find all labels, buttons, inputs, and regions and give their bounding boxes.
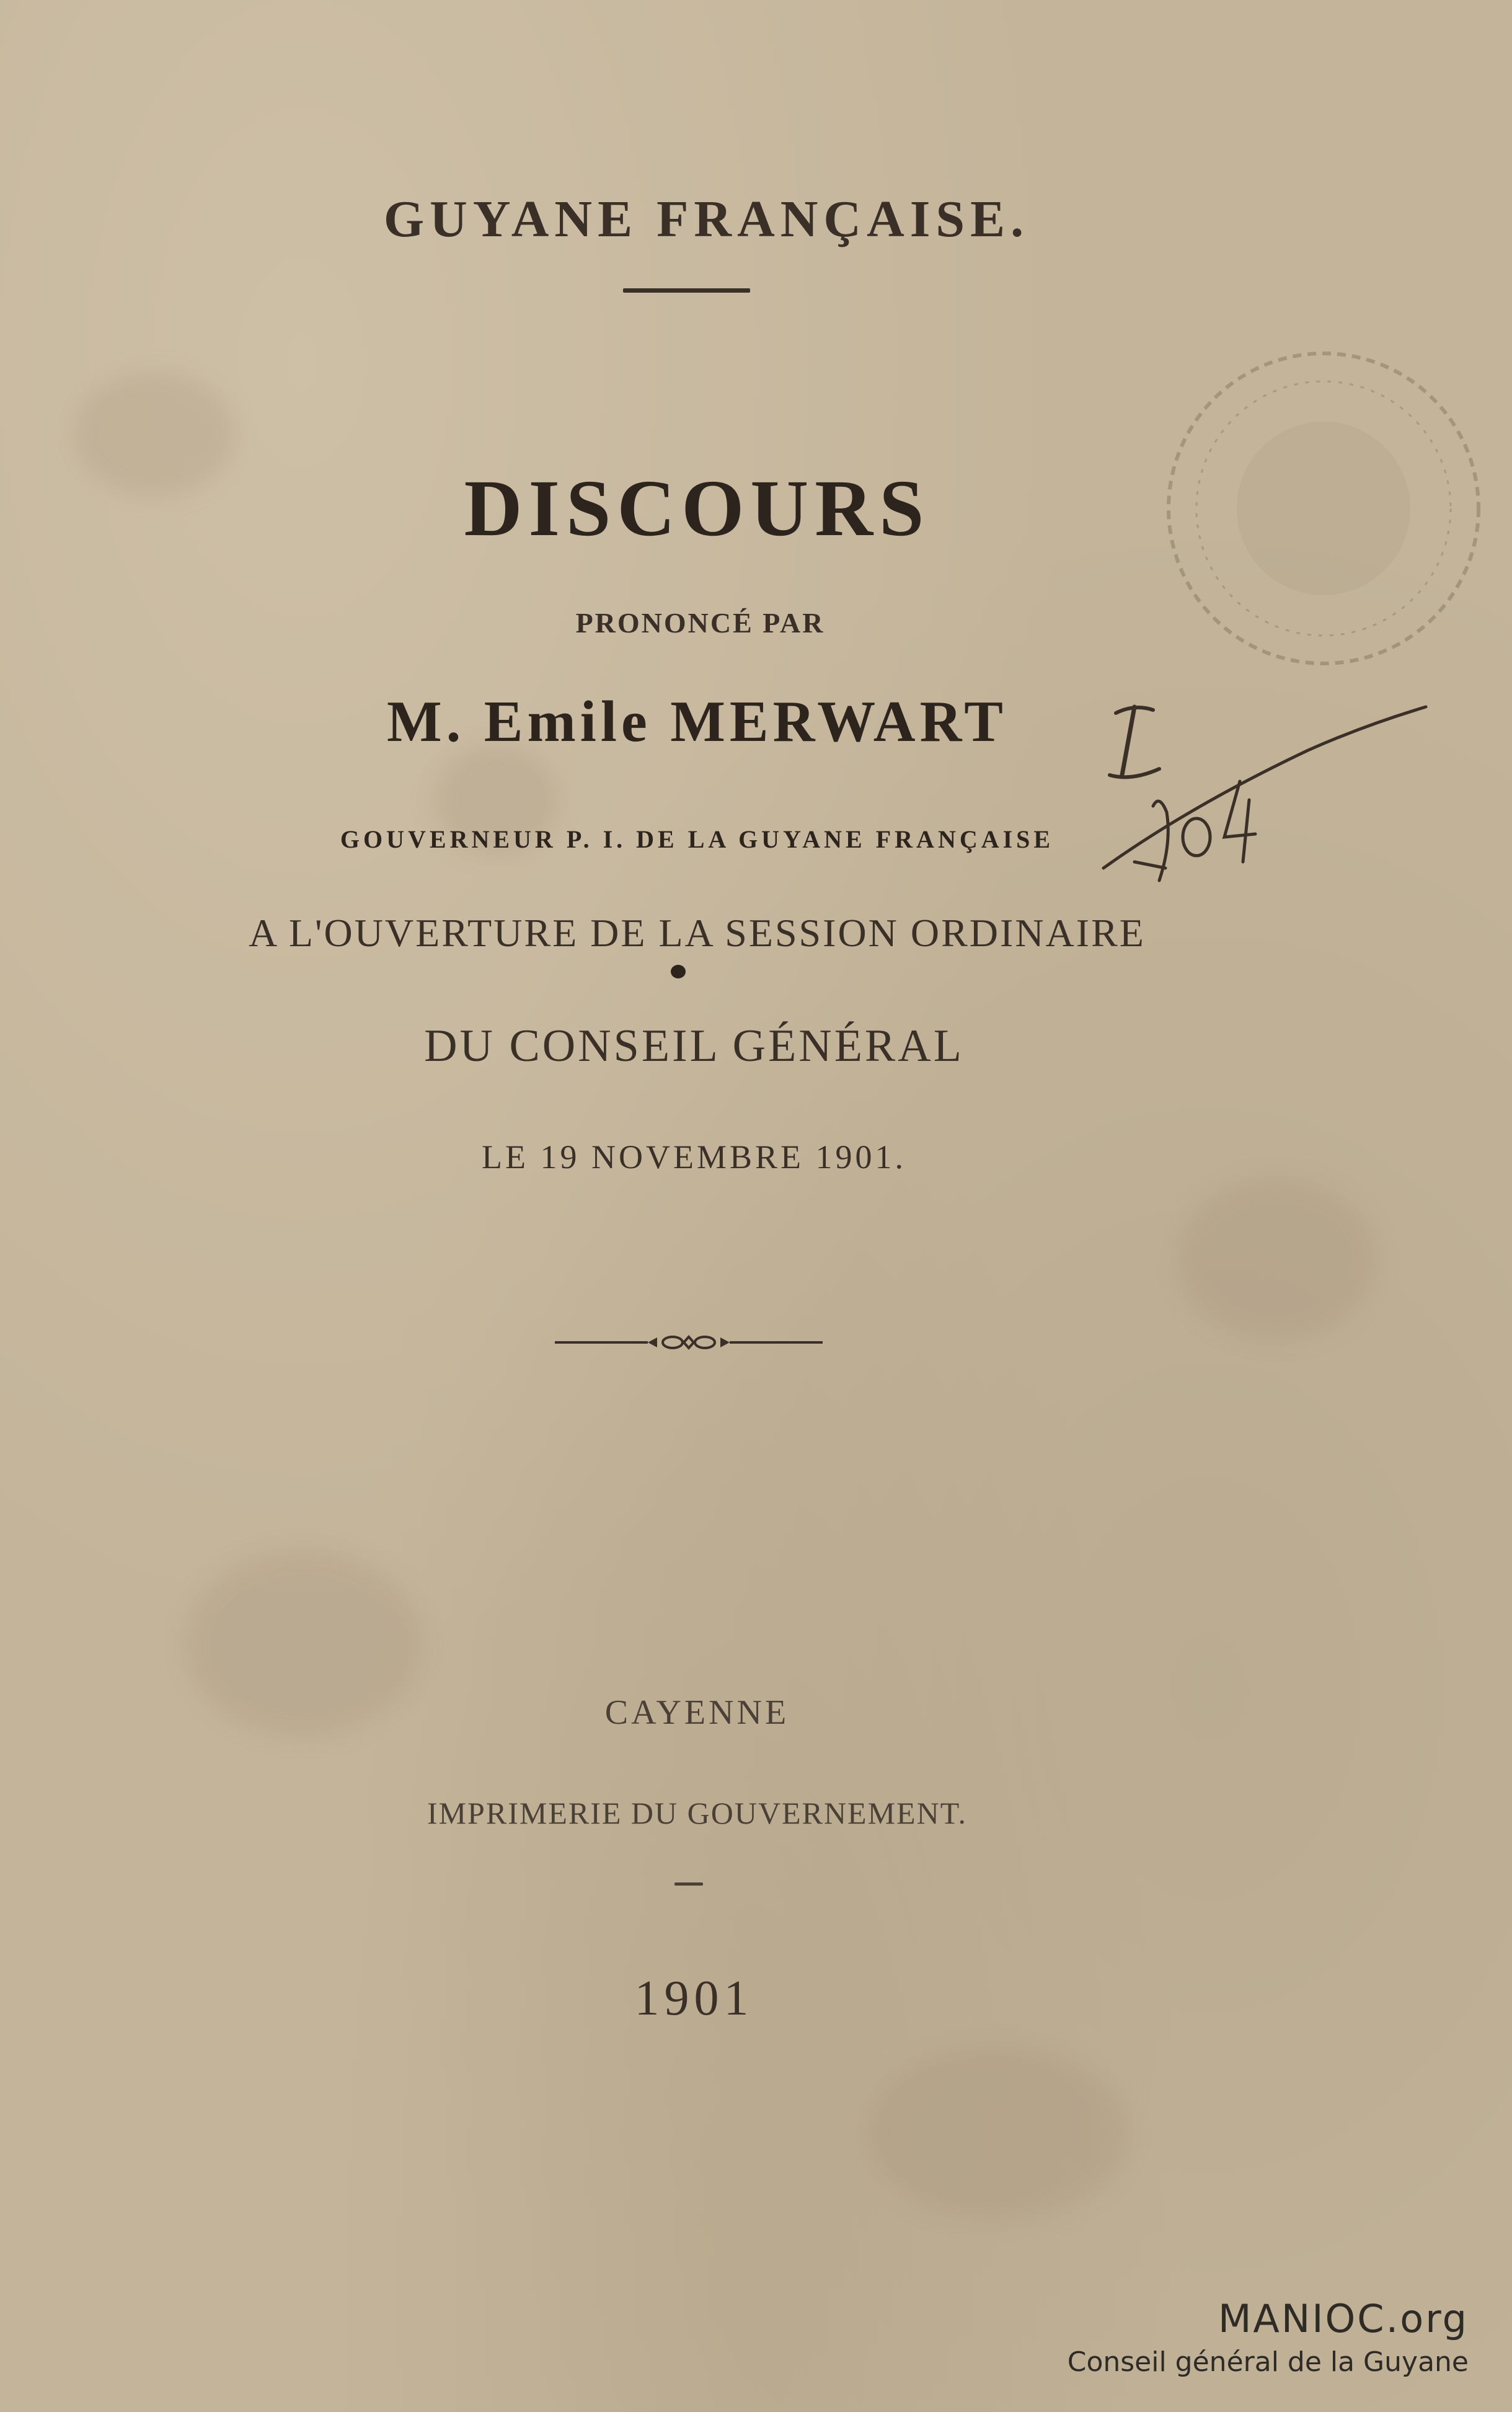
publication-place: CAYENNE: [604, 1693, 790, 1732]
occasion-line-2: DU CONSEIL GÉNÉRAL: [424, 1021, 964, 1071]
publication-year: 1901: [634, 1971, 754, 2026]
paper-stain: [1178, 1178, 1376, 1339]
header-rule: [623, 288, 750, 293]
typographic-ornament-icon: [555, 1330, 823, 1355]
speaker-name: M. Emile MERWART: [387, 689, 1007, 754]
document-title: DISCOURS: [464, 464, 931, 553]
manioc-logo: MANIOC.org: [1218, 2296, 1469, 2341]
document-header: GUYANE FRANÇAISE.: [383, 190, 1030, 248]
printer-name: IMPRIMERIE DU GOUVERNEMENT.: [427, 1796, 968, 1830]
occasion-line-1: A L'OUVERTURE DE LA SESSION ORDINAIRE: [249, 911, 1146, 955]
ink-dot: [671, 965, 686, 978]
pronounced-by-label: PRONONCÉ PAR: [575, 607, 825, 639]
manioc-subtitle: Conseil général de la Guyane: [1067, 2346, 1469, 2378]
library-stamp-icon: [1125, 322, 1510, 694]
handwritten-signature-icon: [1097, 682, 1444, 967]
manioc-watermark: [1068, 2296, 1469, 2378]
paper-stain: [868, 2046, 1128, 2220]
speaker-role: GOUVERNEUR P. I. DE LA GUYANE FRANÇAISE: [340, 825, 1054, 853]
document-date: LE 19 NOVEMBRE 1901.: [482, 1138, 906, 1176]
printer-rule: [674, 1882, 703, 1886]
